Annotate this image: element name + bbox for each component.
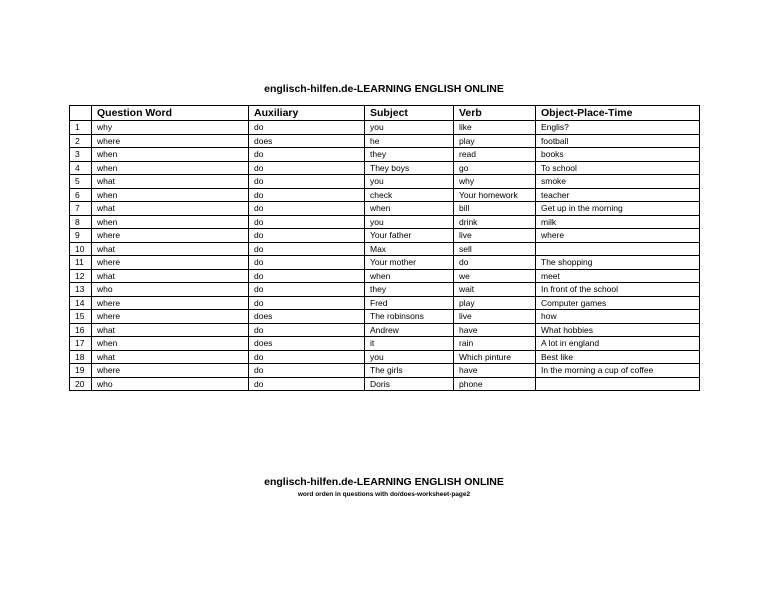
cell-question-word: when — [92, 161, 249, 175]
table-row — [70, 364, 700, 378]
cell-object-place-time: teacher — [536, 188, 700, 202]
cell-number: 14 — [70, 296, 92, 310]
cell-object-place-time: smoke — [536, 175, 700, 189]
table-row — [70, 296, 700, 310]
cell-number: 8 — [70, 215, 92, 229]
cell-verb: have — [454, 323, 536, 337]
table-row — [70, 175, 700, 189]
cell-question-word: where — [92, 134, 249, 148]
table-row — [70, 337, 700, 351]
table-row — [70, 377, 700, 391]
cell-object-place-time: In the morning a cup of coffee — [536, 364, 700, 378]
cell-verb: rain — [454, 337, 536, 351]
cell-question-word: where — [92, 296, 249, 310]
cell-auxiliary: do — [249, 296, 365, 310]
cell-verb: do — [454, 256, 536, 270]
cell-auxiliary: do — [249, 161, 365, 175]
cell-verb: phone — [454, 377, 536, 391]
cell-number: 19 — [70, 364, 92, 378]
cell-question-word: who — [92, 377, 249, 391]
cell-number: 18 — [70, 350, 92, 364]
cell-auxiliary: do — [249, 256, 365, 270]
page-title: englisch-hilfen.de-LEARNING ENGLISH ONLINE — [264, 83, 504, 95]
worksheet-table — [69, 105, 700, 391]
table-row — [70, 134, 700, 148]
cell-subject: when — [365, 202, 454, 216]
cell-verb: bill — [454, 202, 536, 216]
table-row — [70, 350, 700, 364]
cell-subject: he — [365, 134, 454, 148]
cell-subject: you — [365, 175, 454, 189]
table-row — [70, 323, 700, 337]
cell-verb: read — [454, 148, 536, 162]
cell-subject: Your mother — [365, 256, 454, 270]
column-header-object-place-time: Object-Place-Time — [536, 106, 700, 121]
cell-question-word: where — [92, 256, 249, 270]
cell-auxiliary: do — [249, 242, 365, 256]
cell-subject: when — [365, 269, 454, 283]
cell-object-place-time: meet — [536, 269, 700, 283]
cell-number: 5 — [70, 175, 92, 189]
cell-number: 16 — [70, 323, 92, 337]
cell-auxiliary: do — [249, 175, 365, 189]
cell-verb: live — [454, 310, 536, 324]
cell-verb: wait — [454, 283, 536, 297]
cell-number: 2 — [70, 134, 92, 148]
table-row — [70, 310, 700, 324]
cell-object-place-time — [536, 242, 700, 256]
cell-object-place-time: What hobbies — [536, 323, 700, 337]
table-row — [70, 242, 700, 256]
cell-auxiliary: do — [249, 229, 365, 243]
table-row — [70, 188, 700, 202]
cell-question-word: what — [92, 202, 249, 216]
cell-subject: They boys — [365, 161, 454, 175]
cell-auxiliary: do — [249, 350, 365, 364]
table-row — [70, 148, 700, 162]
table-row — [70, 161, 700, 175]
cell-number: 4 — [70, 161, 92, 175]
cell-subject: you — [365, 121, 454, 135]
cell-question-word: what — [92, 350, 249, 364]
cell-object-place-time: Computer games — [536, 296, 700, 310]
table-row — [70, 229, 700, 243]
cell-question-word: where — [92, 310, 249, 324]
cell-object-place-time: books — [536, 148, 700, 162]
cell-subject: The girls — [365, 364, 454, 378]
cell-number: 13 — [70, 283, 92, 297]
cell-subject: Your father — [365, 229, 454, 243]
cell-number: 17 — [70, 337, 92, 351]
cell-object-place-time: Get up in the morning — [536, 202, 700, 216]
cell-subject: you — [365, 350, 454, 364]
cell-auxiliary: do — [249, 364, 365, 378]
cell-object-place-time: A lot in england — [536, 337, 700, 351]
cell-auxiliary: do — [249, 202, 365, 216]
cell-question-word: when — [92, 148, 249, 162]
cell-verb: drink — [454, 215, 536, 229]
cell-auxiliary: does — [249, 337, 365, 351]
table-row — [70, 283, 700, 297]
cell-auxiliary: do — [249, 188, 365, 202]
cell-question-word: why — [92, 121, 249, 135]
cell-subject: Max — [365, 242, 454, 256]
column-header-verb: Verb — [454, 106, 536, 121]
cell-object-place-time: The shopping — [536, 256, 700, 270]
cell-verb: go — [454, 161, 536, 175]
cell-subject: Doris — [365, 377, 454, 391]
cell-number: 6 — [70, 188, 92, 202]
footer-title: englisch-hilfen.de-LEARNING ENGLISH ONLINE — [264, 476, 504, 488]
column-header-auxiliary: Auxiliary — [249, 106, 365, 121]
cell-subject: it — [365, 337, 454, 351]
cell-auxiliary: do — [249, 148, 365, 162]
cell-verb: Your homework — [454, 188, 536, 202]
cell-verb: play — [454, 296, 536, 310]
cell-object-place-time: To school — [536, 161, 700, 175]
table-body — [70, 121, 700, 391]
cell-question-word: when — [92, 215, 249, 229]
table-row — [70, 202, 700, 216]
footer-subtitle: word orden in questions with do/does-worksheet-page2 — [297, 491, 471, 498]
cell-auxiliary: does — [249, 310, 365, 324]
cell-object-place-time: how — [536, 310, 700, 324]
cell-object-place-time: milk — [536, 215, 700, 229]
cell-verb: like — [454, 121, 536, 135]
cell-verb: play — [454, 134, 536, 148]
cell-number: 15 — [70, 310, 92, 324]
cell-number: 1 — [70, 121, 92, 135]
cell-number: 20 — [70, 377, 92, 391]
cell-auxiliary: do — [249, 377, 365, 391]
cell-verb: live — [454, 229, 536, 243]
column-header-number — [70, 106, 92, 121]
cell-object-place-time: In front of the school — [536, 283, 700, 297]
cell-auxiliary: do — [249, 269, 365, 283]
cell-auxiliary: do — [249, 283, 365, 297]
cell-subject: check — [365, 188, 454, 202]
cell-number: 7 — [70, 202, 92, 216]
cell-auxiliary: do — [249, 215, 365, 229]
cell-subject: they — [365, 148, 454, 162]
cell-question-word: when — [92, 188, 249, 202]
cell-number: 9 — [70, 229, 92, 243]
cell-question-word: where — [92, 229, 249, 243]
cell-subject: you — [365, 215, 454, 229]
cell-verb: we — [454, 269, 536, 283]
cell-object-place-time — [536, 377, 700, 391]
table-row — [70, 269, 700, 283]
cell-verb: Which pinture — [454, 350, 536, 364]
cell-question-word: who — [92, 283, 249, 297]
cell-question-word: when — [92, 337, 249, 351]
table-header-row — [70, 106, 700, 121]
cell-verb: sell — [454, 242, 536, 256]
cell-auxiliary: does — [249, 134, 365, 148]
cell-subject: The robinsons — [365, 310, 454, 324]
cell-subject: Andrew — [365, 323, 454, 337]
cell-object-place-time: where — [536, 229, 700, 243]
cell-object-place-time: Englis? — [536, 121, 700, 135]
table-row — [70, 256, 700, 270]
cell-question-word: where — [92, 364, 249, 378]
cell-verb: have — [454, 364, 536, 378]
cell-question-word: what — [92, 175, 249, 189]
cell-subject: Fred — [365, 296, 454, 310]
cell-number: 11 — [70, 256, 92, 270]
cell-object-place-time: Best like — [536, 350, 700, 364]
cell-number: 3 — [70, 148, 92, 162]
cell-object-place-time: football — [536, 134, 700, 148]
cell-auxiliary: do — [249, 323, 365, 337]
cell-subject: they — [365, 283, 454, 297]
cell-verb: why — [454, 175, 536, 189]
cell-number: 12 — [70, 269, 92, 283]
table-row — [70, 121, 700, 135]
cell-question-word: what — [92, 323, 249, 337]
column-header-subject: Subject — [365, 106, 454, 121]
cell-auxiliary: do — [249, 121, 365, 135]
cell-number: 10 — [70, 242, 92, 256]
column-header-question-word: Question Word — [92, 106, 249, 121]
cell-question-word: what — [92, 242, 249, 256]
cell-question-word: what — [92, 269, 249, 283]
table-row — [70, 215, 700, 229]
